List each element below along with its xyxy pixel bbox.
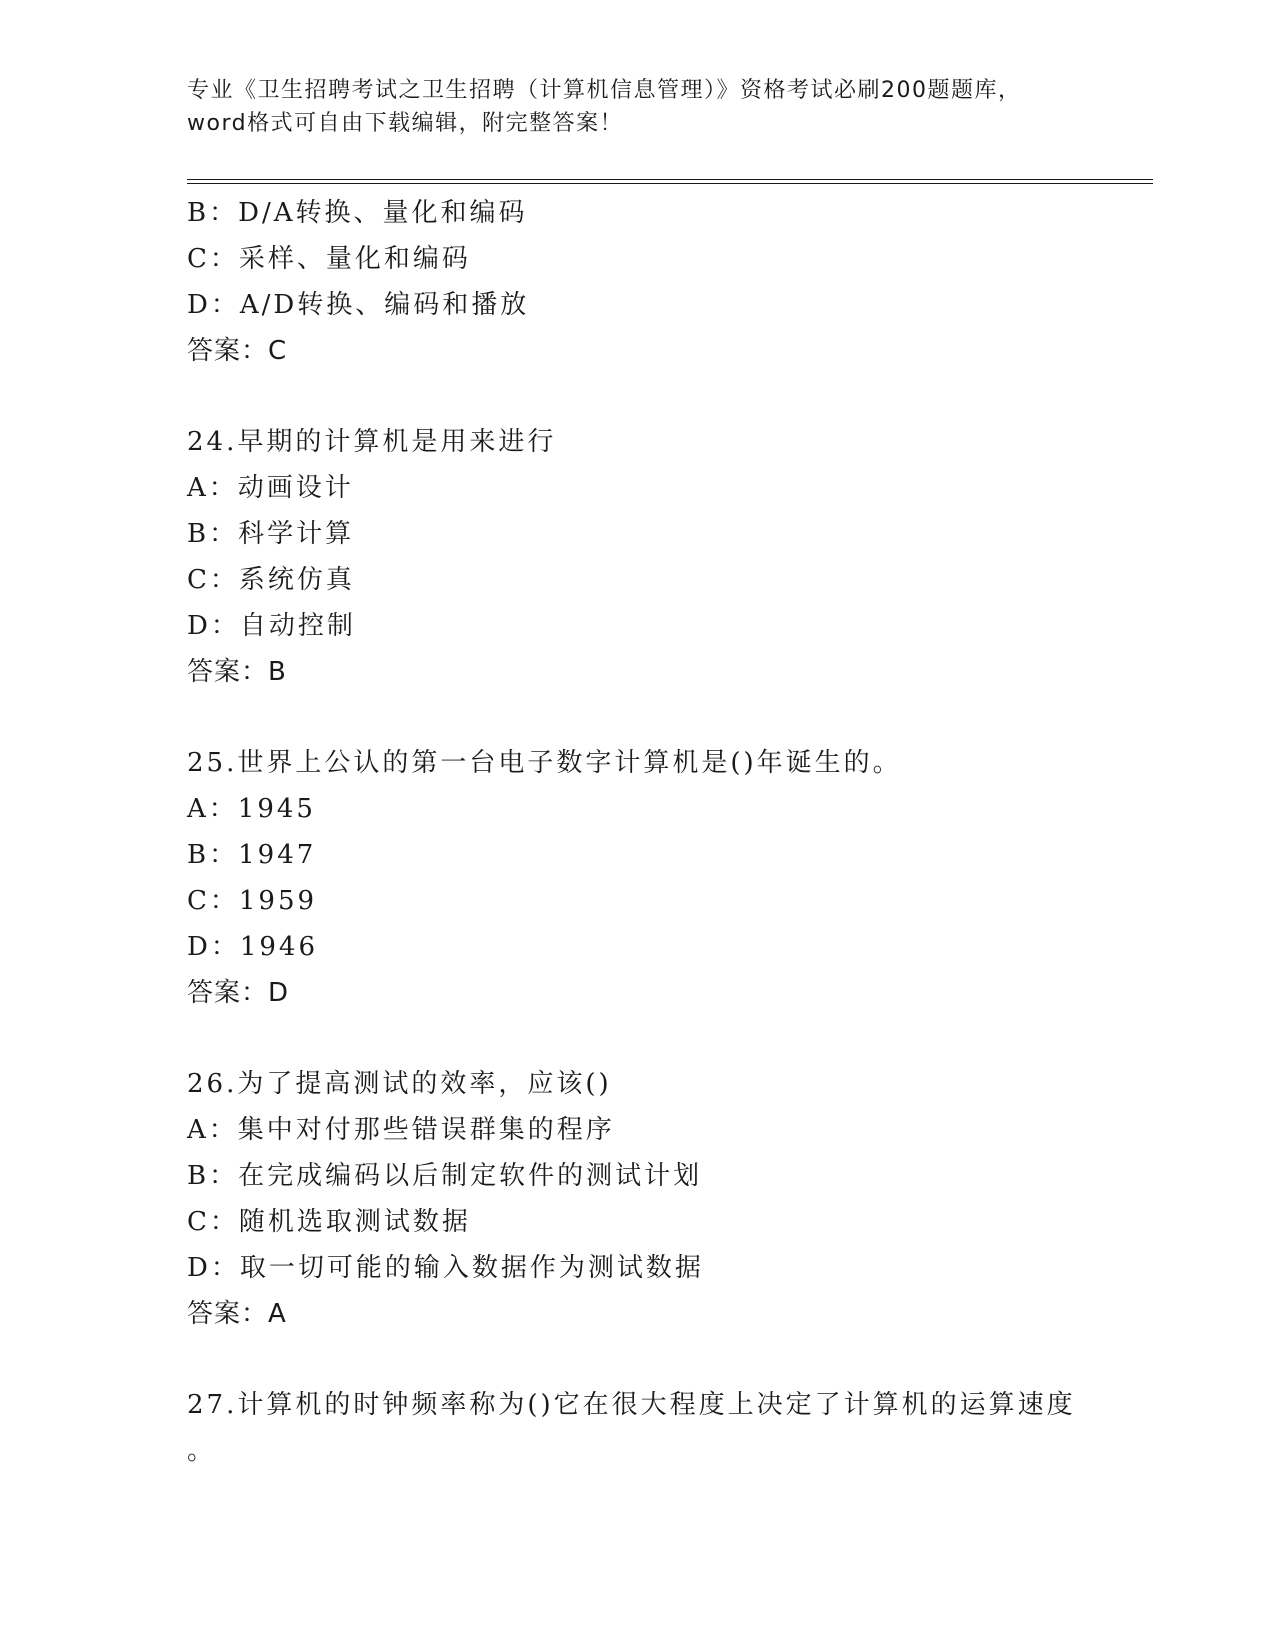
answer: 答案：A [187, 1299, 287, 1329]
header-line-2: word格式可自由下载编辑，附完整答案！ [187, 111, 624, 136]
header-line-1: 专业《卫生招聘考试之卫生招聘（计算机信息管理）》资格考试必刷200题题库， [187, 78, 1022, 103]
header-divider-top [187, 179, 1153, 180]
document-header [187, 74, 1087, 140]
option-c: C：随机选取测试数据 [187, 1207, 471, 1237]
option-b: B：在完成编码以后制定软件的测试计划 [187, 1161, 703, 1191]
option-a: A：动画设计 [187, 473, 354, 503]
question-27 [187, 1382, 1153, 1474]
option-b: B：D/A转换、量化和编码 [187, 198, 528, 228]
option-d: D：自动控制 [187, 611, 356, 641]
option-c: C：采样、量化和编码 [187, 244, 471, 274]
question-26 [187, 1061, 1153, 1337]
question-stem: 27.计算机的时钟频率称为()它在很大程度上决定了计算机的运算速度 [187, 1390, 1076, 1420]
question-25 [187, 740, 1153, 1016]
question-list [187, 190, 1153, 1474]
answer: 答案：D [187, 978, 290, 1008]
option-d: D：取一切可能的输入数据作为测试数据 [187, 1253, 704, 1283]
option-d: D：A/D转换、编码和播放 [187, 290, 530, 320]
option-a: A：1945 [187, 794, 316, 824]
question-24 [187, 419, 1153, 695]
question-stem: 26.为了提高测试的效率，应该() [187, 1069, 612, 1099]
option-c: C：系统仿真 [187, 565, 355, 595]
option-c: C：1959 [187, 886, 318, 916]
question-23-tail [187, 190, 1153, 374]
option-a: A：集中对付那些错误群集的程序 [187, 1115, 615, 1145]
question-stem-continuation: 。 [187, 1436, 217, 1466]
option-d: D：1946 [187, 932, 319, 962]
option-b: B：科学计算 [187, 519, 355, 549]
option-b: B：1947 [187, 840, 317, 870]
answer: 答案：C [187, 336, 288, 366]
question-stem: 24.早期的计算机是用来进行 [187, 427, 557, 457]
question-stem: 25.世界上公认的第一台电子数字计算机是()年诞生的。 [187, 748, 902, 778]
answer: 答案：B [187, 657, 287, 687]
header-divider-bottom [187, 183, 1153, 184]
